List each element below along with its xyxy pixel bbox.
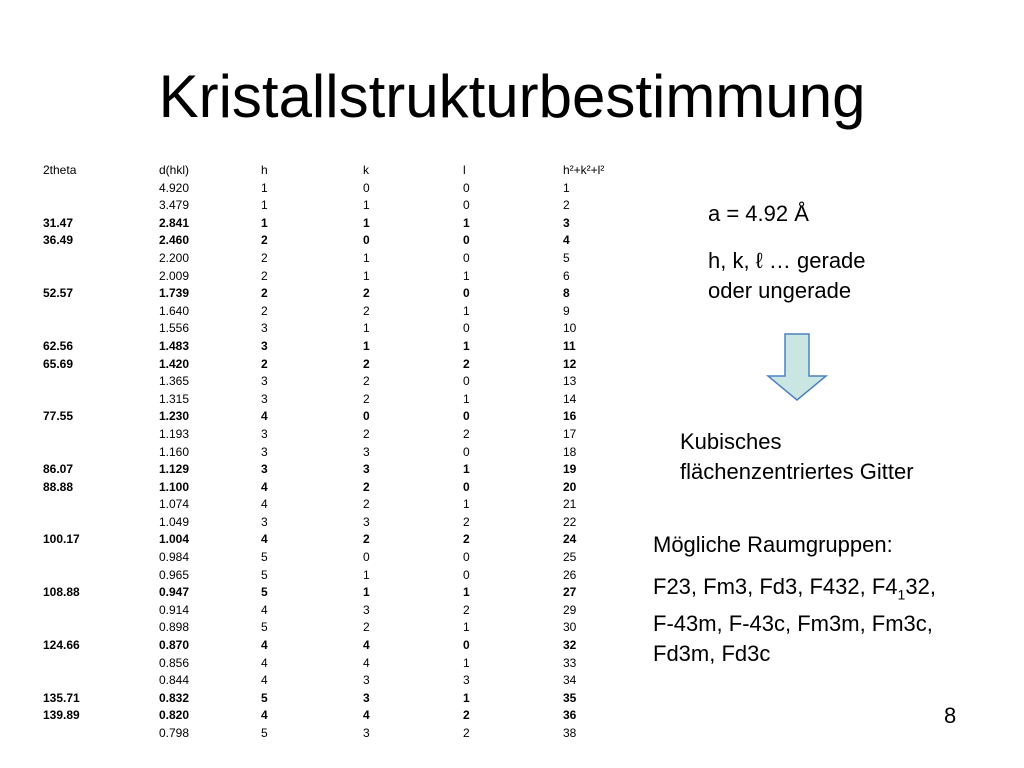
cell-h: 1	[261, 198, 268, 213]
table-row	[40, 461, 633, 479]
hkl-note-line-1: h, k, ℓ … gerade	[708, 248, 866, 273]
cell-l: 1	[463, 215, 470, 230]
cell-l: 0	[463, 321, 470, 336]
cell-dhkl: 1.074	[159, 497, 190, 512]
cell-hkl-sum: 3	[563, 215, 570, 230]
cell-h: 2	[261, 268, 268, 283]
cell-hkl-sum: 8	[563, 286, 570, 301]
table-header-row	[40, 162, 633, 180]
cell-dhkl: 1.315	[159, 391, 190, 406]
cell-hkl-sum: 21	[563, 497, 577, 512]
cell-hkl-sum: 27	[563, 585, 577, 600]
cell-l: 0	[463, 444, 470, 459]
cell-2theta	[40, 180, 159, 198]
cell-k: 0	[363, 233, 370, 248]
cell-hkl-sum: 14	[563, 391, 577, 406]
cell-k: 2	[363, 303, 370, 318]
table-row	[40, 285, 633, 303]
cell-k: 3	[363, 726, 370, 740]
cell-k: 2	[363, 356, 370, 371]
cell-l: 2	[463, 426, 470, 441]
cell-2theta	[40, 391, 159, 409]
cell-dhkl: 0.798	[159, 726, 190, 740]
cell-h: 4	[261, 479, 268, 494]
cell-dhkl: 2.200	[159, 250, 190, 265]
cell-l: 3	[463, 673, 470, 688]
cell-h: 5	[261, 620, 268, 635]
cell-dhkl: 0.914	[159, 602, 190, 617]
cell-h: 2	[261, 356, 268, 371]
cell-dhkl: 1.193	[159, 426, 190, 441]
cell-dhkl: 2.460	[159, 233, 190, 248]
cell-2theta: 88.88	[43, 479, 74, 494]
table-row	[40, 637, 633, 655]
cell-h: 2	[261, 250, 268, 265]
cell-h: 3	[261, 391, 268, 406]
cell-2theta	[40, 514, 159, 532]
cell-h: 5	[261, 726, 268, 740]
cell-l: 0	[463, 409, 470, 424]
cell-k: 2	[363, 620, 370, 635]
cell-l: 0	[463, 550, 470, 565]
space-groups-line-1-b: 32,	[905, 574, 936, 599]
cell-dhkl: 1.129	[159, 462, 190, 477]
cell-k: 1	[363, 321, 370, 336]
cell-l: 2	[463, 726, 470, 740]
cell-l: 1	[463, 462, 470, 477]
cell-l: 0	[463, 250, 470, 265]
cell-h: 4	[261, 497, 268, 512]
cell-k: 4	[363, 655, 370, 670]
cell-hkl-sum: 25	[563, 550, 577, 565]
cell-h: 3	[261, 444, 268, 459]
table-row	[40, 531, 633, 549]
cell-dhkl: 0.898	[159, 620, 190, 635]
cell-k: 2	[363, 374, 370, 389]
cell-hkl-sum: 33	[563, 655, 577, 670]
cell-l: 0	[463, 638, 470, 653]
table-body	[40, 180, 633, 743]
table-row	[40, 303, 633, 321]
cell-hkl-sum: 11	[563, 338, 576, 353]
cell-hkl-sum: 19	[563, 462, 577, 477]
cell-h: 5	[261, 690, 268, 705]
page-number: 8	[944, 703, 957, 728]
space-groups-line-1-a: F23, Fm3, Fd3, F432, F4	[653, 574, 898, 599]
cell-k: 2	[363, 497, 370, 512]
cell-dhkl: 0.984	[159, 550, 190, 565]
cell-k: 3	[363, 514, 370, 529]
table-row	[40, 602, 633, 620]
space-groups-line-2: F-43m, F-43c, Fm3m, Fm3c,	[653, 611, 933, 637]
cell-l: 1	[463, 391, 470, 406]
slide-title: Kristallstrukturbestimmung	[158, 63, 866, 130]
cell-hkl-sum: 22	[563, 514, 577, 529]
lattice-parameter: a = 4.92 Å	[708, 201, 809, 226]
cell-hkl-sum: 16	[563, 409, 577, 424]
table-row	[40, 426, 633, 444]
cell-k: 0	[363, 180, 370, 195]
diffraction-table	[40, 162, 633, 743]
cell-k: 4	[363, 708, 370, 723]
space-groups-line-1	[653, 572, 1003, 609]
cell-2theta: 124.66	[43, 638, 80, 653]
cell-h: 2	[261, 303, 268, 318]
space-groups-heading: Mögliche Raumgruppen:	[653, 532, 893, 557]
cell-k: 3	[363, 602, 370, 617]
cell-dhkl: 1.230	[159, 409, 190, 424]
cell-dhkl: 1.556	[159, 321, 190, 336]
cell-k: 2	[363, 426, 370, 441]
cell-2theta	[40, 619, 159, 637]
cell-2theta	[40, 496, 159, 514]
table-row	[40, 584, 633, 602]
cell-hkl-sum: 36	[563, 708, 577, 723]
header-2theta: 2theta	[43, 163, 77, 177]
cell-2theta: 62.56	[43, 338, 74, 353]
cell-l: 2	[463, 514, 470, 529]
cell-2theta	[40, 602, 159, 620]
cell-k: 0	[363, 550, 370, 565]
cell-h: 4	[261, 602, 268, 617]
cell-h: 1	[261, 180, 268, 195]
cell-l: 2	[463, 532, 470, 547]
cell-h: 3	[261, 338, 268, 353]
cell-dhkl: 1.365	[159, 374, 190, 389]
hkl-note-line-2: oder ungerade	[708, 278, 852, 303]
header-l: l	[463, 163, 466, 177]
cell-k: 2	[363, 479, 370, 494]
cell-hkl-sum: 12	[563, 356, 577, 371]
cell-hkl-sum: 6	[563, 268, 570, 283]
cell-h: 4	[261, 673, 268, 688]
header-hkl-sum: h²+k²+l²	[563, 163, 605, 177]
cell-hkl-sum: 34	[563, 673, 577, 688]
table-row	[40, 391, 633, 409]
cell-hkl-sum: 30	[563, 620, 577, 635]
cell-hkl-sum: 10	[563, 321, 577, 336]
table-row	[40, 373, 633, 391]
cell-2theta: 52.57	[43, 286, 74, 301]
cell-2theta: 65.69	[43, 356, 74, 371]
cell-k: 3	[363, 690, 370, 705]
cell-l: 1	[463, 338, 470, 353]
cell-l: 0	[463, 233, 470, 248]
cell-h: 3	[261, 462, 268, 477]
lattice-type	[680, 427, 914, 487]
cell-k: 4	[363, 638, 370, 653]
cell-dhkl: 4.920	[159, 180, 190, 195]
cell-l: 1	[463, 655, 470, 670]
cell-h: 5	[261, 567, 268, 582]
cell-hkl-sum: 24	[563, 532, 577, 547]
table-row	[40, 619, 633, 637]
cell-dhkl: 2.841	[159, 215, 190, 230]
cell-2theta: 100.17	[43, 532, 80, 547]
cell-dhkl: 0.844	[159, 673, 190, 688]
cell-2theta	[40, 303, 159, 321]
cell-2theta	[40, 444, 159, 462]
table-row	[40, 514, 633, 532]
cell-hkl-sum: 38	[563, 726, 577, 740]
cell-k: 1	[363, 250, 370, 265]
lattice-type-line-2: flächenzentriertes Gitter	[680, 459, 914, 484]
cell-dhkl: 3.479	[159, 198, 190, 213]
cell-dhkl: 2.009	[159, 268, 190, 283]
cell-l: 1	[463, 497, 470, 512]
table-row	[40, 707, 633, 725]
cell-k: 1	[363, 585, 370, 600]
cell-hkl-sum: 13	[563, 374, 577, 389]
cell-dhkl: 1.739	[159, 286, 190, 301]
cell-2theta	[40, 268, 159, 286]
cell-h: 2	[261, 286, 268, 301]
cell-k: 1	[363, 198, 370, 213]
cell-l: 0	[463, 479, 470, 494]
cell-h: 3	[261, 426, 268, 441]
table-row	[40, 549, 633, 567]
cell-k: 3	[363, 673, 370, 688]
table-row	[40, 444, 633, 462]
cell-h: 4	[261, 708, 268, 723]
table-row	[40, 655, 633, 673]
cell-hkl-sum: 17	[563, 426, 577, 441]
header-h: h	[261, 163, 268, 177]
cell-h: 5	[261, 585, 268, 600]
table-row	[40, 215, 633, 233]
cell-dhkl: 1.483	[159, 338, 190, 353]
header-k: k	[363, 163, 369, 177]
cell-h: 3	[261, 514, 268, 529]
cell-dhkl: 0.856	[159, 655, 190, 670]
cell-l: 1	[463, 268, 470, 283]
table-row	[40, 180, 633, 198]
table-row	[40, 567, 633, 585]
table-row	[40, 356, 633, 374]
down-arrow-shape	[768, 334, 826, 400]
cell-2theta	[40, 426, 159, 444]
table-row	[40, 232, 633, 250]
cell-k: 2	[363, 532, 370, 547]
cell-2theta	[40, 672, 159, 690]
cell-h: 1	[261, 215, 268, 230]
cell-h: 4	[261, 532, 268, 547]
cell-l: 0	[463, 198, 470, 213]
cell-k: 1	[363, 268, 370, 283]
cell-dhkl: 0.832	[159, 690, 190, 705]
cell-l: 1	[463, 690, 470, 705]
cell-l: 1	[463, 585, 470, 600]
cell-k: 1	[363, 338, 370, 353]
cell-hkl-sum: 20	[563, 479, 577, 494]
down-arrow-icon	[764, 332, 830, 402]
cell-hkl-sum: 5	[563, 250, 570, 265]
cell-2theta: 108.88	[43, 585, 80, 600]
cell-l: 0	[463, 374, 470, 389]
cell-2theta	[40, 567, 159, 585]
table-row	[40, 479, 633, 497]
table-row	[40, 690, 633, 708]
cell-l: 0	[463, 286, 470, 301]
cell-hkl-sum: 4	[563, 233, 570, 248]
cell-2theta: 36.49	[43, 233, 74, 248]
cell-k: 1	[363, 567, 370, 582]
header-dhkl: d(hkl)	[159, 163, 190, 177]
cell-hkl-sum: 29	[563, 602, 577, 617]
cell-hkl-sum: 1	[563, 180, 570, 195]
cell-l: 2	[463, 602, 470, 617]
table-row	[40, 672, 633, 690]
cell-2theta	[40, 250, 159, 268]
cell-k: 0	[363, 409, 370, 424]
cell-k: 1	[363, 215, 370, 230]
cell-2theta: 86.07	[43, 462, 74, 477]
cell-dhkl: 1.100	[159, 479, 190, 494]
cell-hkl-sum: 18	[563, 444, 577, 459]
cell-k: 2	[363, 391, 370, 406]
table-row	[40, 408, 633, 426]
cell-2theta: 135.71	[43, 690, 80, 705]
cell-2theta	[40, 549, 159, 567]
cell-k: 3	[363, 444, 370, 459]
cell-hkl-sum: 32	[563, 638, 577, 653]
space-groups-subscript: 1	[897, 586, 906, 603]
cell-2theta: 77.55	[43, 409, 74, 424]
cell-dhkl: 1.004	[159, 532, 190, 547]
cell-hkl-sum: 35	[563, 690, 577, 705]
hkl-note	[708, 246, 866, 306]
table-row	[40, 338, 633, 356]
table-row	[40, 197, 633, 215]
table-row	[40, 496, 633, 514]
cell-k: 2	[363, 286, 370, 301]
cell-2theta	[40, 655, 159, 673]
cell-hkl-sum: 2	[563, 198, 570, 213]
cell-l: 0	[463, 180, 470, 195]
cell-h: 3	[261, 374, 268, 389]
cell-l: 0	[463, 567, 470, 582]
lattice-type-line-1: Kubisches	[680, 429, 782, 454]
table-row	[40, 320, 633, 338]
cell-2theta: 31.47	[43, 215, 74, 230]
cell-2theta	[40, 197, 159, 215]
cell-dhkl: 0.820	[159, 708, 190, 723]
cell-h: 3	[261, 321, 268, 336]
cell-hkl-sum: 26	[563, 567, 577, 582]
space-groups-line-3: Fd3m, Fd3c	[653, 641, 771, 667]
cell-2theta: 139.89	[43, 708, 80, 723]
cell-dhkl: 1.160	[159, 444, 190, 459]
cell-h: 2	[261, 233, 268, 248]
cell-dhkl: 1.049	[159, 514, 190, 529]
cell-l: 1	[463, 303, 470, 318]
cell-hkl-sum: 9	[563, 303, 570, 318]
cell-l: 1	[463, 620, 470, 635]
cell-2theta	[40, 320, 159, 338]
cell-dhkl: 0.870	[159, 638, 190, 653]
cell-dhkl: 1.420	[159, 356, 190, 371]
cell-k: 3	[363, 462, 370, 477]
cell-dhkl: 0.965	[159, 567, 190, 582]
cell-dhkl: 0.947	[159, 585, 190, 600]
cell-2theta	[40, 725, 159, 743]
table-row	[40, 250, 633, 268]
cell-dhkl: 1.640	[159, 303, 190, 318]
table-row	[40, 268, 633, 286]
table-row	[40, 725, 633, 743]
cell-h: 4	[261, 655, 268, 670]
cell-h: 4	[261, 638, 268, 653]
cell-h: 5	[261, 550, 268, 565]
space-groups-list	[653, 572, 1003, 669]
cell-2theta	[40, 373, 159, 391]
cell-h: 4	[261, 409, 268, 424]
cell-l: 2	[463, 356, 470, 371]
cell-l: 2	[463, 708, 470, 723]
